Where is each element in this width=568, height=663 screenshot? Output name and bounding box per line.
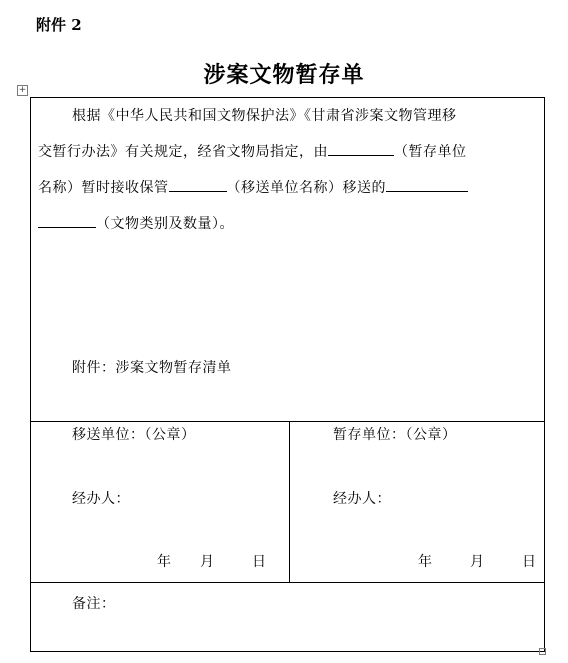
custody-year-label: 年	[418, 554, 433, 570]
custody-day-label: 日	[522, 554, 537, 570]
attachment-note: 附件：涉案文物暂存清单	[72, 360, 232, 376]
transfer-day-label: 日	[252, 554, 267, 570]
custody-unit-blank[interactable]	[328, 141, 394, 156]
transfer-year-label: 年	[157, 554, 172, 570]
document-title: 涉案文物暂存单	[203, 62, 365, 88]
body-line-1: 根据《中华人民共和国文物保护法》《甘肃省涉案文物管理移	[72, 108, 457, 124]
table-move-handle-icon[interactable]: +	[18, 85, 27, 95]
body-line-2-suffix: （暂存单位	[394, 144, 467, 160]
body-line-2-text: 交暂行办法》有关规定，经省文物局指定，由	[38, 144, 328, 160]
relic-category-blank[interactable]	[386, 177, 468, 192]
transfer-unit-seal-label: 移送单位：（公章）	[72, 427, 196, 443]
body-line-4	[38, 207, 234, 241]
remarks-divider	[30, 582, 545, 583]
transfer-month-label: 月	[200, 554, 215, 570]
custody-handler-label: 经办人：	[333, 491, 391, 507]
body-line-3-text: 名称）暂时接收保管	[38, 180, 169, 196]
custody-month-label: 月	[470, 554, 485, 570]
relic-quantity-blank[interactable]	[38, 213, 96, 228]
custody-unit-seal-label: 暂存单位：（公章）	[333, 427, 457, 443]
transfer-handler-label: 经办人：	[72, 491, 130, 507]
body-line-4-text: （文物类别及数量）。	[96, 216, 234, 232]
body-line-2	[38, 135, 467, 169]
table-resize-handle-icon[interactable]	[539, 648, 546, 655]
body-line-3-mid: （移送单位名称）移送的	[226, 180, 386, 196]
remarks-label: 备注：	[72, 596, 116, 612]
attachment-label: 附件 2	[36, 16, 82, 34]
body-line-3	[38, 171, 468, 205]
column-divider	[289, 421, 290, 582]
transfer-unit-blank[interactable]	[169, 177, 227, 192]
section-divider	[30, 421, 545, 422]
